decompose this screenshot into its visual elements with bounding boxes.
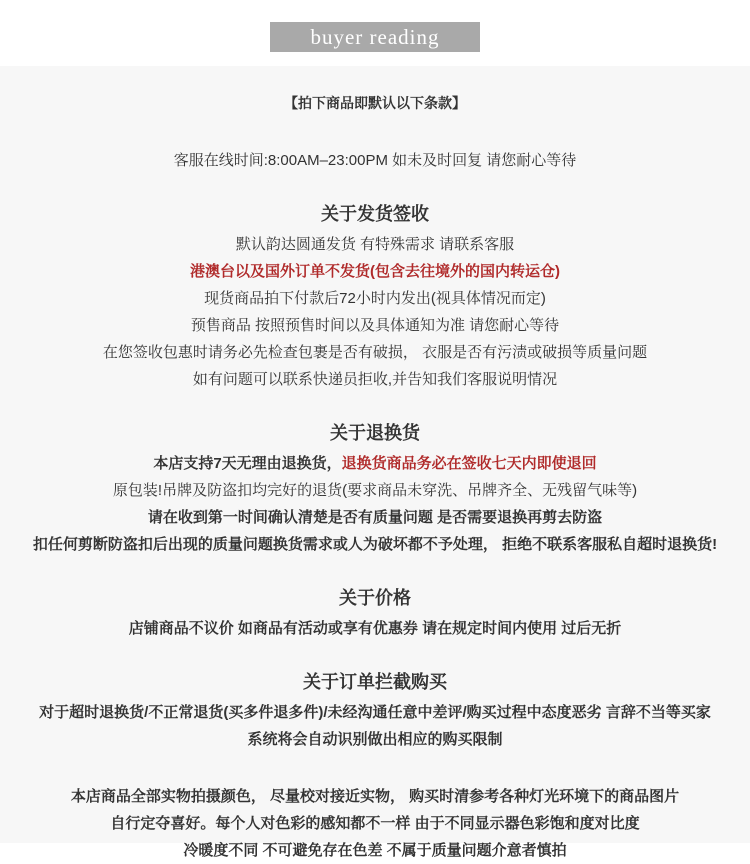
color-note-line-2: 自行定夺喜好。每个人对色彩的感知都不一样 由于不同显示器色彩饱和度对比度	[110, 815, 640, 832]
returns-line-4: 扣任何剪断防盗扣后出现的质量问题换货需求或人为破坏都不予处理， 拒绝不联系客服私自超时退换货!	[32, 536, 718, 553]
order-limit-line-2: 系统将会自动识别做出相应的购买限制	[247, 731, 503, 748]
section-returns	[0, 421, 750, 558]
shipping-heading: 关于发货签收	[321, 204, 429, 224]
returns-heading: 关于退换货	[330, 423, 420, 443]
price-heading: 关于价格	[339, 588, 411, 608]
service-hours-line: 客服在线时间:8:00AM–23:00PM 如未及时回复 请您耐心等待	[173, 152, 577, 169]
returns-line-2: 原包装!吊牌及防盗扣均完好的退货(要求商品未穿洗、吊牌齐全、无残留气味等)	[112, 482, 638, 499]
shipping-line-6: 如有问题可以联系快递员拒收,并告知我们客服说明情况	[192, 371, 558, 388]
banner-title: buyer reading	[270, 22, 480, 52]
shipping-line-1: 默认韵达圆通发货 有特殊需求 请联系客服	[235, 236, 515, 253]
order-limit-line-1: 对于超时退换货/不正常退货(买多件退多件)/未经沟通任意中差评/购买过程中态度恶劣 言辞不当等买家	[39, 704, 711, 721]
returns-line-1-red: 退换货商品务必在签收七天内即使退回	[341, 455, 597, 472]
section-shipping	[0, 202, 750, 393]
notice-body	[0, 66, 750, 859]
section-order-limit	[0, 670, 750, 753]
color-note-line-3: 冷暖度不同 不可避免存在色差 不属于质量问题介意者慎拍	[183, 842, 567, 859]
page-header	[0, 0, 750, 66]
shipping-line-2: 港澳台以及国外订单不发货(包含去往境外的国内转运仓)	[190, 263, 560, 280]
order-limit-heading: 关于订单拦截购买	[303, 672, 447, 692]
shipping-line-4: 预售商品 按照预售时间以及具体通知为准 请您耐心等待	[190, 317, 560, 334]
returns-line-3: 请在收到第一时间确认清楚是否有质量问题 是否需要退换再剪去防盗	[147, 509, 603, 526]
section-price	[0, 586, 750, 642]
section-color-note	[0, 783, 750, 864]
shipping-line-5: 在您签收包惠时请务必先检查包裹是否有破损， 衣服是否有污渍或破损等质量问题	[102, 344, 648, 361]
shipping-line-3: 现货商品拍下付款后72小时内发出(视具体情况而定)	[204, 290, 546, 307]
returns-line-1	[0, 450, 750, 477]
terms-title: 【拍下商品即默认以下条款】	[284, 95, 466, 111]
returns-line-1-black: 本店支持7天无理由退换货，	[153, 455, 342, 472]
price-line-1: 店铺商品不议价 如商品有活动或享有优惠券 请在规定时间内使用 过后无折	[128, 620, 622, 637]
color-note-line-1: 本店商品全部实物拍摄颜色， 尽量校对接近实物， 购买时清参考各种灯光环境下的商品图片	[70, 788, 680, 805]
